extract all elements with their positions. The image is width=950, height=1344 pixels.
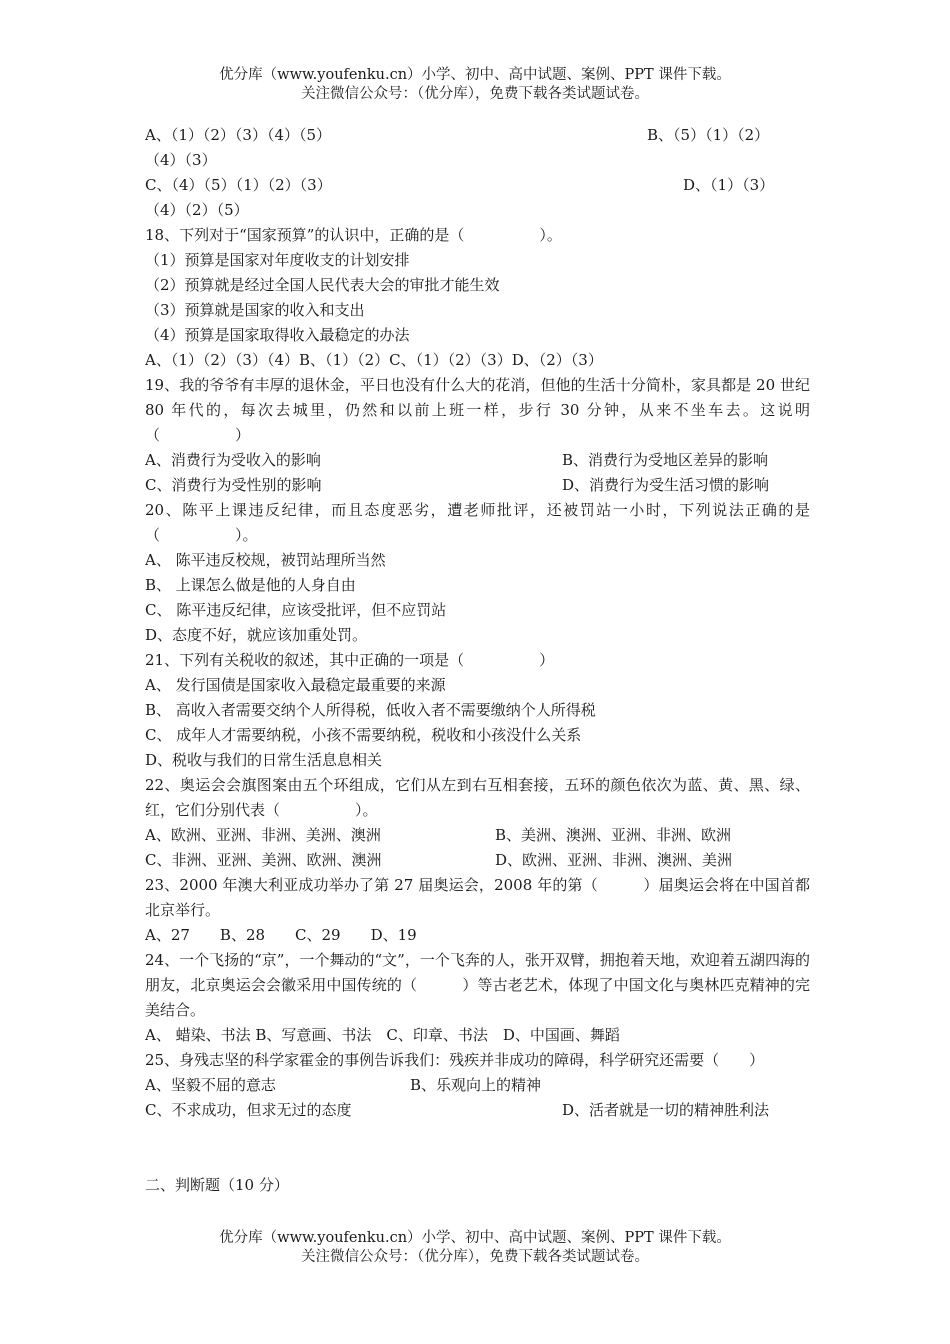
page-header-top [0, 66, 950, 104]
q17-option-c: C、（4）（5）（1）（2）（3） [145, 176, 332, 194]
q19-option-a: A、消费行为受收入的影响 [145, 451, 321, 469]
q17-options-row-1 [145, 123, 810, 148]
footer-line-2: 关注微信公众号：（优分库），免费下载各类试题试卷。 [301, 1249, 649, 1265]
q23-options: A、27 B、28 C、29 D、19 [145, 926, 417, 944]
q19-option-b: B、消费行为受地区差异的影响 [562, 451, 769, 469]
q25-options-row-2 [145, 1098, 810, 1123]
q25-option-a: A、坚毅不屈的意志 [145, 1076, 276, 1094]
q24-stem: 24、一个飞扬的“京”，一个舞动的“文”，一个飞奔的人，张开双臂，拥抱着天地，欢迎着五湖四海的朋友，北京奥运会会徽采用中国传统的（ ）等古老艺术，体现了中国文化与奥林匹克精神的完美结合。 [145, 951, 810, 1019]
q17-option-d-continued: （4）（2）（5） [145, 201, 249, 219]
q25-stem: 25、身残志坚的科学家霍金的事例告诉我们：残疾并非成功的障碍，科学研究还需要（ ） [145, 1051, 765, 1069]
q18-options: A、（1）（2）（3）（4）B、（1）（2）C、（1）（2）（3）D、（2）（3） [145, 351, 603, 369]
q20-option-a: A、 陈平违反校规，被罚站理所当然 [145, 551, 386, 569]
q18-item-2: （2）预算就是经过全国人民代表大会的审批才能生效 [145, 276, 500, 294]
q23-stem: 23、2000 年澳大利亚成功举办了第 27 届奥运会，2008 年的第（ ）届奥运会将在中国首都北京举行。 [145, 876, 810, 919]
q25-option-d: D、活者就是一切的精神胜利法 [562, 1101, 770, 1119]
q18-item-1: （1）预算是国家对年度收支的计划安排 [145, 251, 410, 269]
q19-option-d: D、消费行为受生活习惯的影响 [562, 476, 770, 494]
q22-option-b: B、美洲、澳洲、亚洲、非洲、欧洲 [495, 826, 732, 844]
q21-option-b: B、 高收入者需要交纳个人所得税，低收入者不需要缴纳个人所得税 [145, 701, 596, 719]
q19-stem: 19、我的爷爷有丰厚的退休金，平日也没有什么大的花消，但他的生活十分简朴，家具都是 20 世纪 80 年代的，每次去城里，仍然和以前上班一样，步行 30 分钟，从来不坐车去。这说明（ ） [145, 376, 810, 444]
q22-stem: 22、奥运会会旗图案由五个环组成，它们从左到右互相套接，五环的颜色依次为蓝、黄、黑、绿、红，它们分别代表（ ）。 [145, 776, 810, 819]
q18-stem: 18、下列对于“国家预算”的认识中，正确的是（ ）。 [145, 226, 562, 244]
q22-option-c: C、非洲、亚洲、美洲、欧洲、澳洲 [145, 851, 382, 869]
spacer [145, 1123, 810, 1173]
q22-options-row-1 [145, 823, 810, 848]
q21-stem: 21、下列有关税收的叙述，其中正确的一项是（ ） [145, 651, 555, 669]
q21-option-c: C、 成年人才需要纳税，小孩不需要纳税，税收和小孩没什么关系 [145, 726, 582, 744]
q19-options-row-1 [145, 448, 810, 473]
q25-option-b: B、乐观向上的精神 [410, 1076, 542, 1094]
q21-option-a: A、 发行国债是国家收入最稳定最重要的来源 [145, 676, 446, 694]
q20-option-c: C、 陈平违反纪律，应该受批评，但不应罚站 [145, 601, 447, 619]
q18-item-4: （4）预算是国家取得收入最稳定的办法 [145, 326, 410, 344]
q19-options-row-2 [145, 473, 810, 498]
q25-option-c: C、不求成功，但求无过的态度 [145, 1101, 352, 1119]
section-2-title: 二、判断题（10 分） [145, 1176, 289, 1194]
q17-option-a: A、（1）（2）（3）（4）（5） [145, 126, 332, 144]
q21-option-d: D、税收与我们的日常生活息息相关 [145, 751, 383, 769]
q18-item-3: （3）预算就是国家的收入和支出 [145, 301, 365, 319]
q17-option-d: D、（1）（3） [683, 176, 775, 194]
q17-options-row-2 [145, 173, 810, 198]
page-footer [0, 1229, 950, 1267]
q22-options-row-2 [145, 848, 810, 873]
exam-content [145, 123, 810, 1198]
q25-options-row-1 [145, 1073, 810, 1098]
q22-option-a: A、欧洲、亚洲、非洲、美洲、澳洲 [145, 826, 381, 844]
footer-line-1: 优分库（www.youfenku.cn）小学、初中、高中试题、案例、PPT 课件下载。 [219, 1230, 731, 1246]
header-line-2: 关注微信公众号：（优分库），免费下载各类试题试卷。 [301, 86, 649, 102]
q17-option-b-continued: （4）（3） [145, 151, 217, 169]
q22-option-d: D、欧洲、亚洲、非洲、澳洲、美洲 [495, 851, 733, 869]
q20-option-d: D、态度不好，就应该加重处罚。 [145, 626, 368, 644]
header-line-1: 优分库（www.youfenku.cn）小学、初中、高中试题、案例、PPT 课件下载。 [219, 67, 731, 83]
q24-options: A、 蜡染、书法 B、写意画、书法 C、印章、书法 D、中国画、舞蹈 [145, 1026, 620, 1044]
q19-option-c: C、消费行为受性别的影响 [145, 476, 322, 494]
q17-option-b: B、（5）（1）（2） [647, 126, 770, 144]
q20-stem: 20、陈平上课违反纪律，而且态度恶劣，遭老师批评，还被罚站一小时，下列说法正确的是（ ）。 [145, 501, 810, 544]
q20-option-b: B、 上课怎么做是他的人身自由 [145, 576, 356, 594]
